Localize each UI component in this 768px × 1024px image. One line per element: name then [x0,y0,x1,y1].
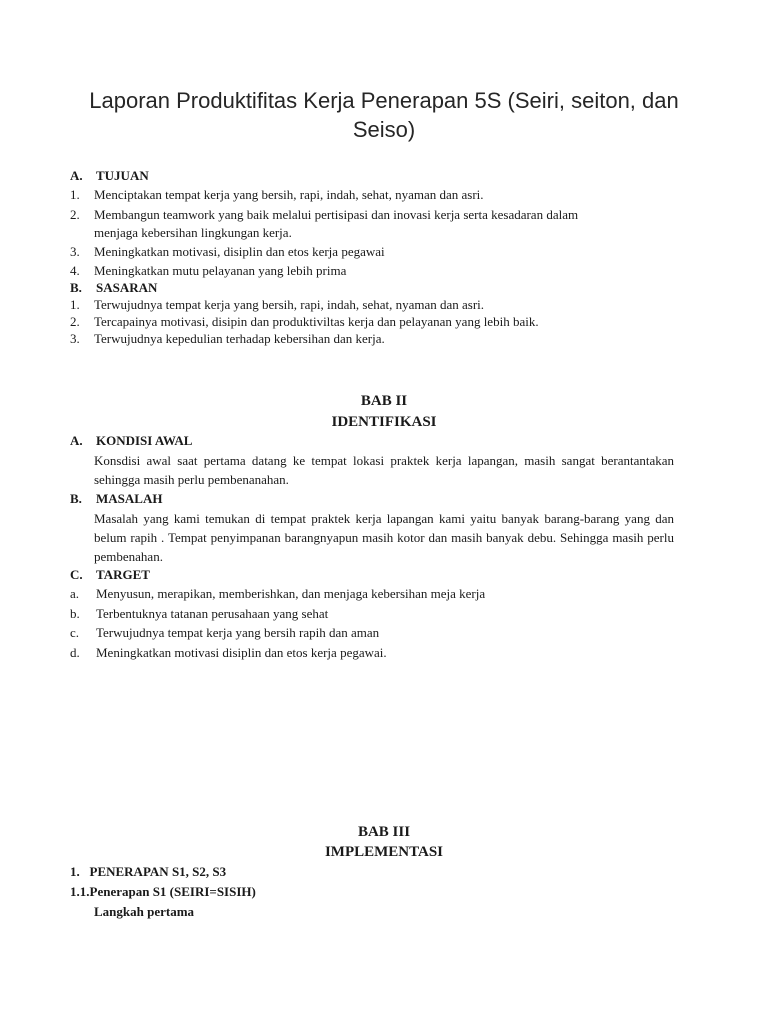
list-item: Membangun teamwork yang baik melalui pertisipasi dan inovasi kerja serta kesadaran dalam [94,207,579,222]
page-title: Laporan Produktifitas Kerja Penerapan 5S (Seiri, seiton, dan Seiso) [89,88,679,142]
list-item: Tercapainya motivasi, disipin dan produktiviltas kerja dan pelayanan yang lebih baik. [94,314,539,329]
kondisi-paragraph: Konsdisi awal saat pertama datang ke tempat lokasi praktek kerja lapangan, masih sangat berantantakan sehingga masih perlu pembenanahan. [94,453,674,487]
list-letter: a. [70,586,80,601]
list-item: Terwujudnya tempat kerja yang bersih, rapi, indah, sehat, nyaman dan asri. [94,297,485,312]
target-label: C. [70,567,83,582]
list-item: Terwujudnya kepedulian terhadap kebersihan dan kerja. [94,331,385,346]
section-a-label: A. [70,168,83,183]
masalah-paragraph: Masalah yang kami temukan di tempat praktek kerja lapangan kami yaitu banyak barang-barang yang dan belum rapih . Tempat penyimpanan barangnyapun masih kotor dan masih banyak debu. Sehingga masih perlu pembenahan. [94,511,674,564]
chapter-title: IMPLEMENTASI [324,844,444,860]
target-title: TARGET [96,567,150,582]
list-number: 3. [70,331,80,346]
list-number: 4. [70,263,80,278]
section-a-title: TUJUAN [96,168,149,183]
penerapan-heading: 1. PENERAPAN S1, S2, S3 [70,864,227,879]
langkah-heading: Langkah pertama [94,904,195,919]
section-b-label: B. [70,280,82,295]
list-number: 1. [70,297,80,312]
list-item-continuation: menjaga kebersihan lingkungan kerja. [94,225,292,240]
list-letter: b. [70,606,80,621]
chapter-number: BAB III [357,824,411,840]
penerapan-subheading: 1.1.Penerapan S1 (SEIRI=SISIH) [70,884,256,899]
list-item: Terwujudnya tempat kerja yang bersih rapih dan aman [96,625,380,640]
list-number: 2. [70,207,80,222]
target-heading [70,567,150,583]
list-item: Meningkatkan mutu pelayanan yang lebih prima [94,263,347,278]
list-number: 3. [70,244,80,259]
list-letter: d. [70,645,80,660]
masalah-heading [70,491,162,507]
list-item: Menciptakan tempat kerja yang bersih, rapi, indah, sehat, nyaman dan asri. [94,187,484,202]
list-item: Meningkatkan motivasi disiplin dan etos kerja pegawai. [96,645,387,660]
chapter-number: BAB II [360,393,408,409]
list-item: Menyusun, merapikan, memberishkan, dan menjaga kebersihan meja kerja [96,586,486,601]
section-b-heading [70,280,157,296]
kondisi-title: KONDISI AWAL [96,433,193,448]
kondisi-heading [70,433,192,449]
section-b-title: SASARAN [96,280,158,295]
chapter-title: IDENTIFIKASI [331,414,437,430]
masalah-label: B. [70,491,82,506]
kondisi-label: A. [70,433,83,448]
list-number: 1. [70,187,80,202]
list-item: Terbentuknya tatanan perusahaan yang sehat [96,606,329,621]
section-a-heading [70,168,149,184]
list-item: Meningkatkan motivasi, disiplin dan etos kerja pegawai [94,244,385,259]
masalah-title: MASALAH [96,491,163,506]
list-letter: c. [70,625,80,640]
list-number: 2. [70,314,80,329]
